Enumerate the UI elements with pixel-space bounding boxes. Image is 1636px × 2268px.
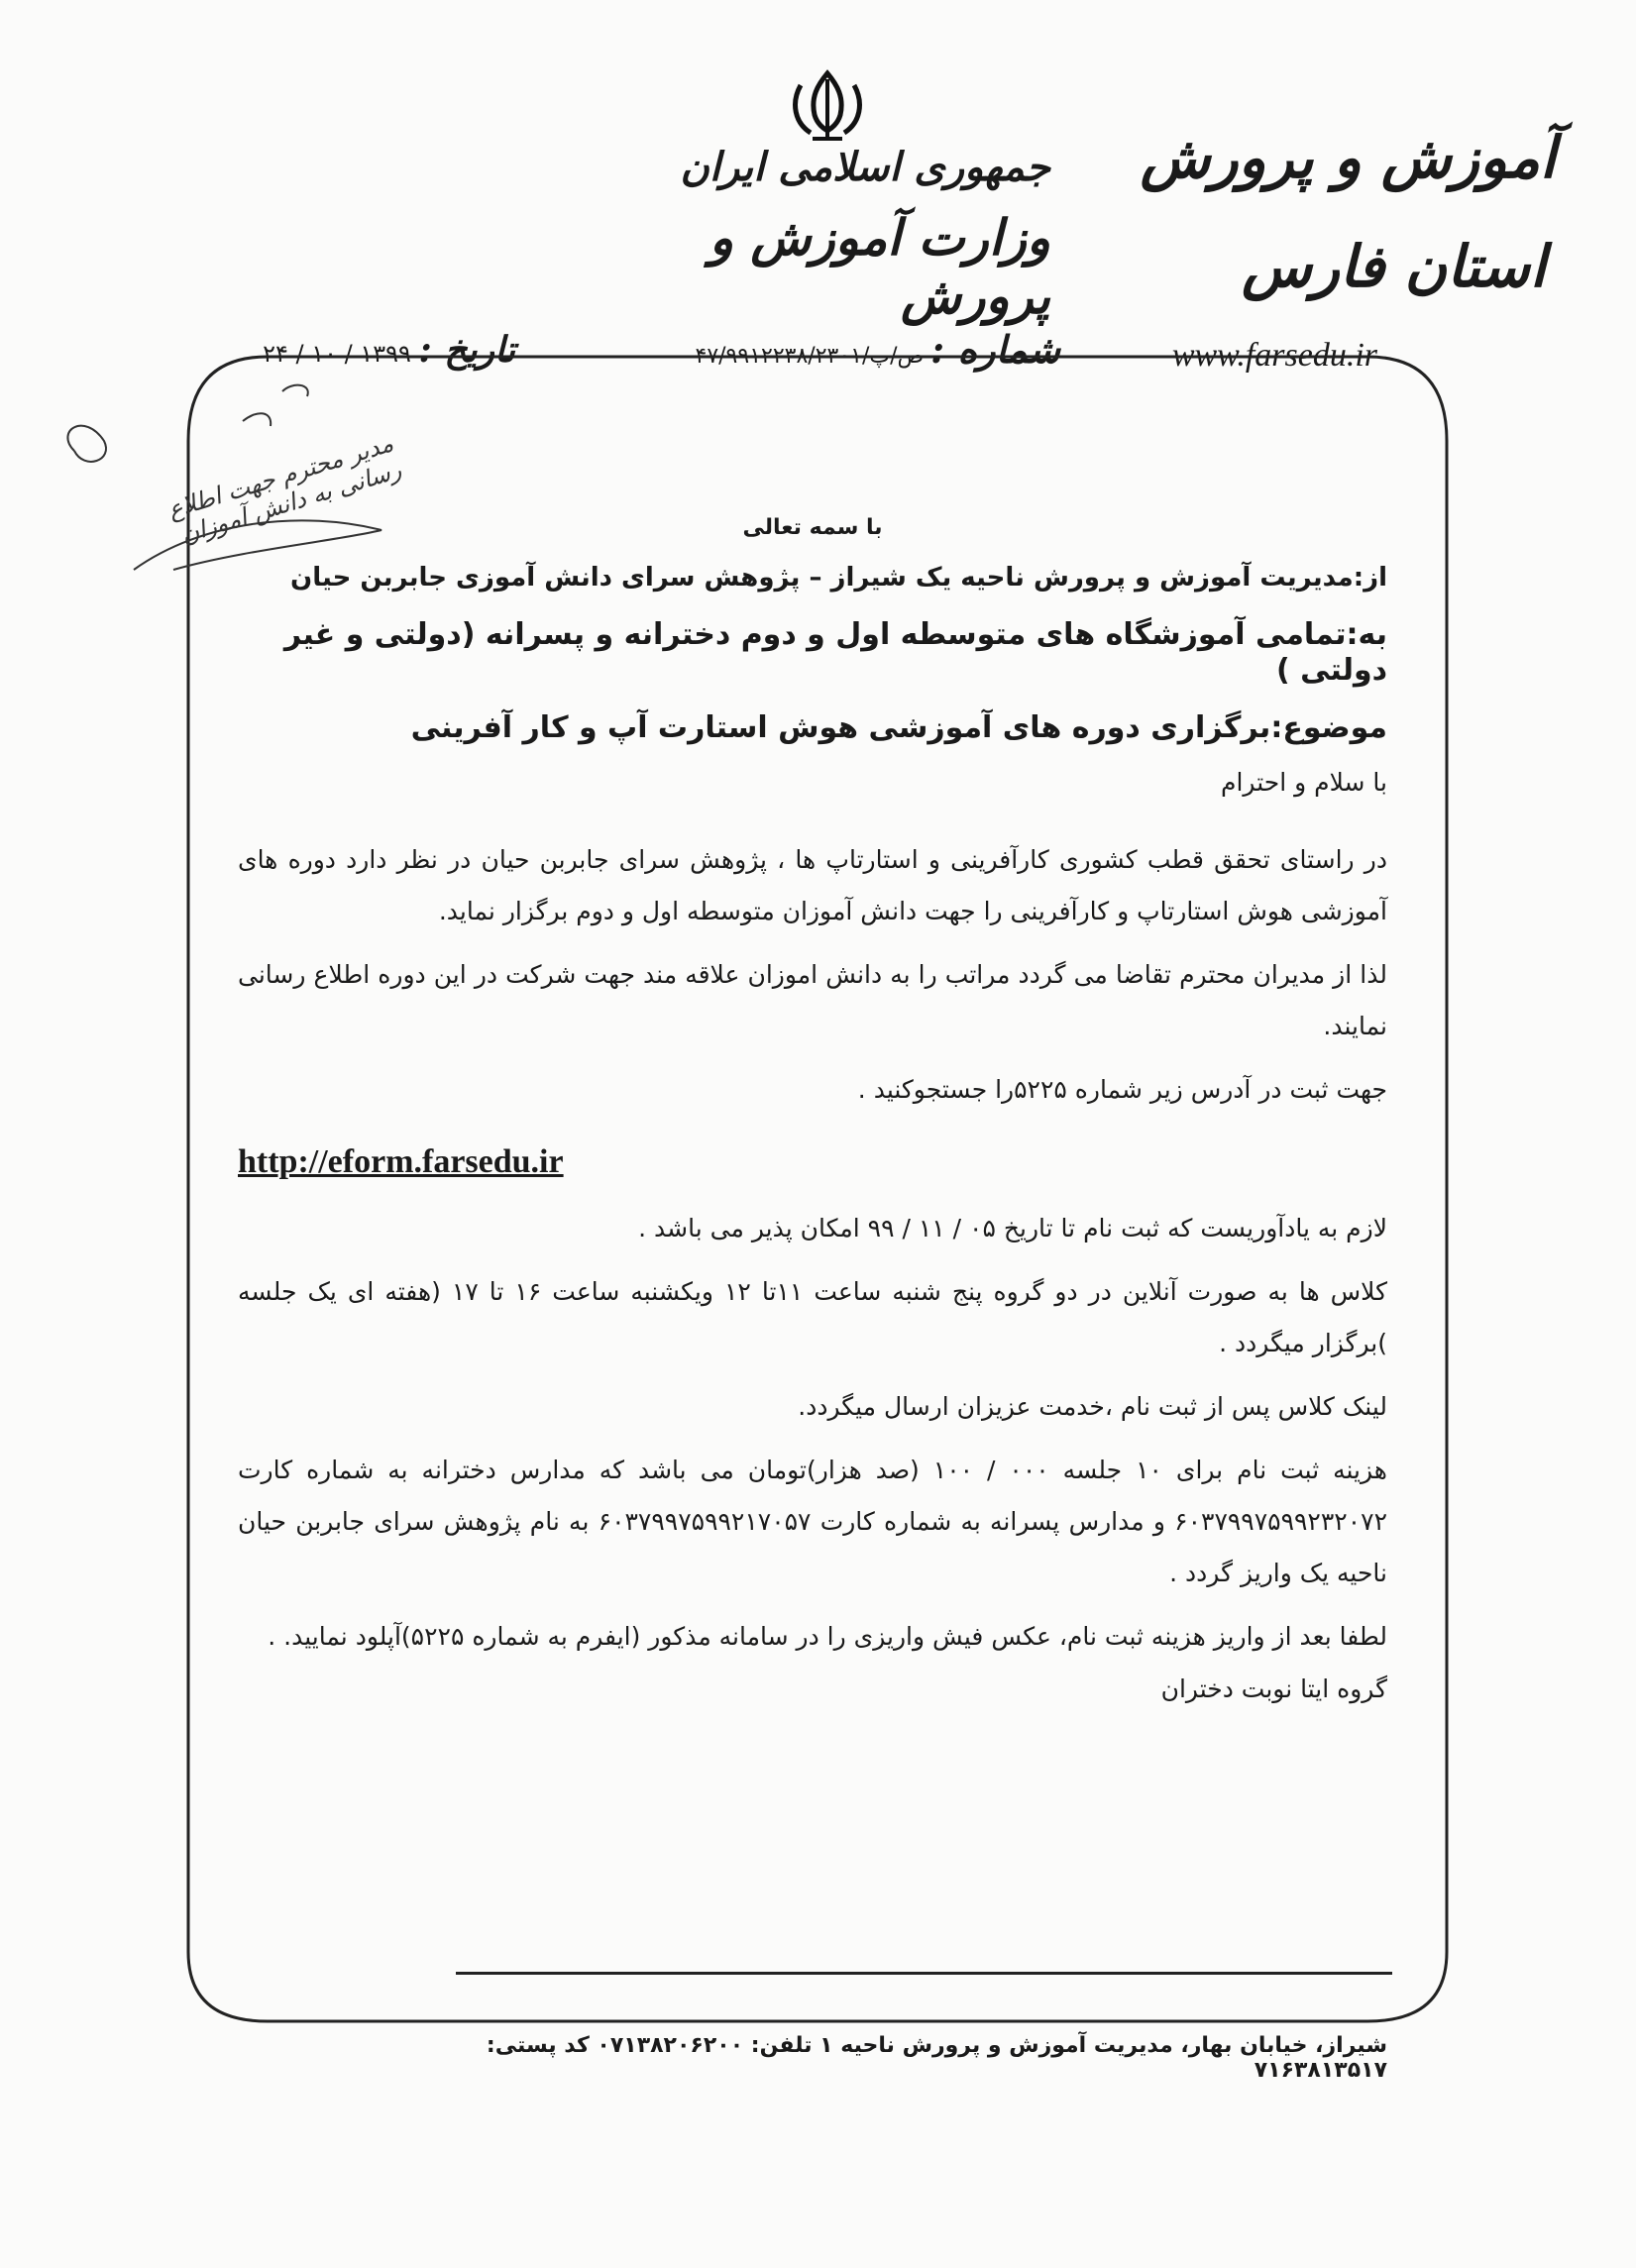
organization-title: آموزش و پرورش — [1140, 124, 1556, 191]
number-label: شماره : — [930, 327, 1060, 372]
date-label: تاریخ : — [418, 329, 515, 371]
iran-emblem-icon — [783, 65, 872, 145]
date-field — [248, 329, 515, 371]
paragraph: لطفا بعد از واریز هزینه ثبت نام، عکس فیش واریزی را در سامانه مذکور (ایفرم به شماره ۵۲۲۵)آپلود نمایید. . — [268, 1622, 1387, 1651]
handwritten-note: مدیر محترم جهت اطلاع رسانی به دانش آموزان — [164, 429, 405, 550]
letter-number-field — [664, 327, 1060, 372]
website-url: www.farsedu.ir — [1171, 337, 1377, 374]
ministry-title: وزارت آموزش و پرورش — [709, 208, 1050, 325]
paragraph: لازم به یادآوریست که ثبت نام تا تاریخ ۰۵ / ۱۱ / ۹۹ امکان پذیر می باشد . — [638, 1214, 1387, 1242]
paragraph: لذا از مدیران محترم تقاضا می گردد مراتب را به دانش اموزان علاقه مند جهت شرکت در این دوره اطلاع رسانی نمایند. — [238, 960, 1387, 1040]
paragraph: هزینه ثبت نام برای ۱۰ جلسه ۰۰۰ / ۱۰۰ (صد هزار)تومان می باشد که مدارس دخترانه به شماره کارت ۶۰۳۷۹۹۷۵۹۹۲۳۲۰۷۲ و مدارس پسرانه به شماره کارت ۶۰۳۷۹۹۷۵۹۹۲۱۷۰۵۷ به نام پژوهش سرای جابربن حیان ناحیه یک واریز گردد . — [238, 1456, 1387, 1587]
organization-province: استان فارس — [1242, 233, 1546, 300]
bismillah: با سمه تعالی — [742, 515, 883, 540]
number-value: ص/پ/۴۷/۹۹۱۲۲۳۸/۲۳۰۱ — [695, 344, 925, 369]
paragraph: کلاس ها به صورت آنلاین در دو گروه پنج شنبه ساعت ۱۱تا ۱۲ ویکشنبه ساعت ۱۶ تا ۱۷ (هفته ای یک جلسه )برگزار میگردد . — [238, 1277, 1387, 1357]
letter-subject: موضوع:برگزاری دوره های آموزشی هوش استارت آپ و کار آفرینی — [410, 710, 1387, 745]
paragraph: لینک کلاس پس از ثبت نام ،خدمت عزیزان ارسال میگردد. — [798, 1392, 1387, 1421]
signature-line: گروه ایتا نوبت دختران — [1160, 1674, 1387, 1703]
letter-body — [238, 515, 1387, 1703]
greeting: با سلام و احترام — [1221, 768, 1387, 797]
registration-link[interactable]: http://eform.farsedu.ir — [238, 1143, 564, 1180]
republic-title: جمهوری اسلامی ایران — [680, 144, 1050, 190]
letter-from: از:مدیریت آموزش و پرورش ناحیه یک شیراز – پژوهش سرای دانش آموزی جابربن حیان — [290, 563, 1387, 593]
footer-address: شیراز، خیابان بهار، مدیریت آموزش و پرورش ناحیه ۱ تلفن: ۰۷۱۳۸۲۰۶۲۰۰ کد پستی: ۷۱۶۳۸۱۳۵۱۷ — [486, 2033, 1387, 2083]
footer-divider — [456, 1972, 1392, 1975]
paragraph: جهت ثبت در آدرس زیر شماره ۵۲۲۵را جستجوکنید . — [857, 1075, 1387, 1104]
letter-to: به:تمامی آموزشگاه های متوسطه اول و دوم دخترانه و پسرانه (دولتی و غیر دولتی ) — [283, 617, 1387, 688]
paragraph: در راستای تحقق قطب کشوری کارآفرینی و استارتاپ ها ، پژوهش سرای جابربن حیان در نظر دارد دوره های آموزشی هوش استارتاپ و کارآفرینی را جهت دانش آموزان متوسطه اول و دوم برگزار نماید. — [238, 845, 1387, 925]
date-value: ۱۳۹۹ / ۱۰ / ۲۴ — [263, 340, 411, 368]
